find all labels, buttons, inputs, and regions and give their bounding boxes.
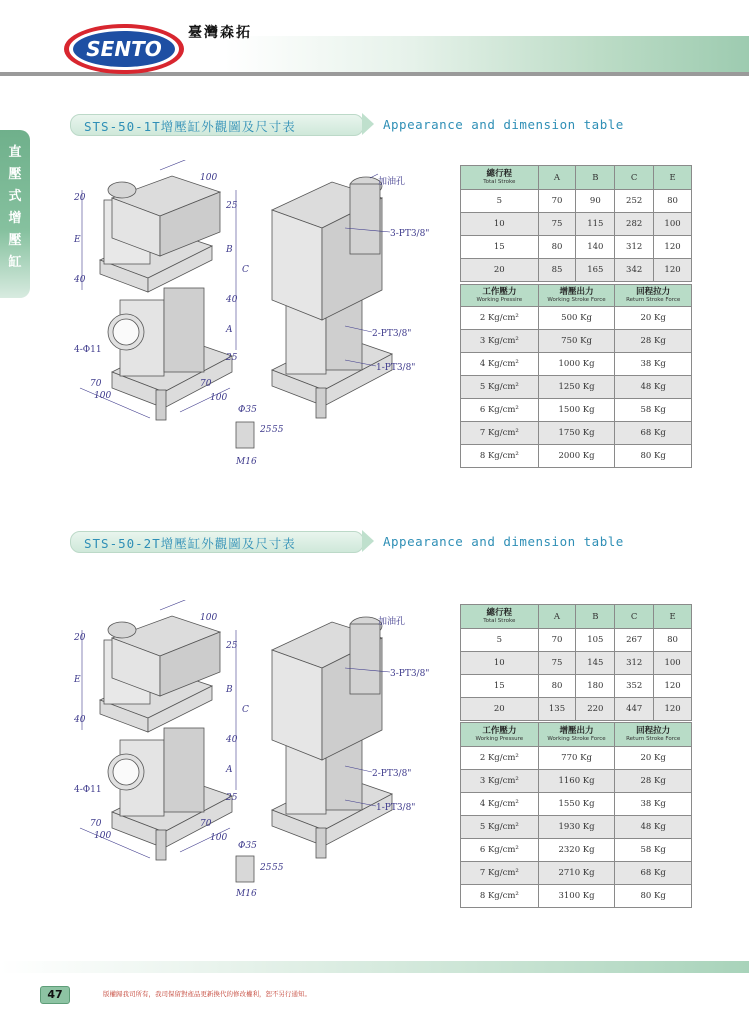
- table-cell: 70: [538, 190, 576, 213]
- table-cell: 38 Kg: [615, 793, 692, 816]
- table-cell: 3 Kg/cm²: [461, 770, 539, 793]
- section-title: STS-50-2T增壓缸外觀圖及尺寸表: [84, 536, 296, 551]
- table-cell: 100: [654, 652, 692, 675]
- table-cell: 1930 Kg: [538, 816, 615, 839]
- table-cell: 7 Kg/cm²: [461, 862, 539, 885]
- header-en-label: Working Pressire: [476, 296, 523, 303]
- table-row: [461, 747, 692, 770]
- table-cell: 20 Kg: [615, 307, 692, 330]
- table-cell: 6 Kg/cm²: [461, 399, 539, 422]
- table-cell: 352: [615, 675, 654, 698]
- table-cell: 80: [538, 675, 576, 698]
- table-cell: 4 Kg/cm²: [461, 353, 539, 376]
- table-cell: 105: [576, 629, 615, 652]
- table-cell: 58 Kg: [615, 839, 692, 862]
- table-cell: 28 Kg: [615, 770, 692, 793]
- header-zh-label: 增壓出力: [559, 286, 594, 297]
- dim-100-top: 100: [200, 613, 218, 623]
- header-en-label: Working Stroke Force: [547, 296, 606, 303]
- force-table: [460, 722, 692, 908]
- table-cell: 80 Kg: [615, 445, 692, 468]
- table-cell: 5: [461, 190, 539, 213]
- table-cell: 1750 Kg: [538, 422, 615, 445]
- dim-25: 25: [226, 641, 238, 651]
- table-cell: 15: [461, 675, 539, 698]
- working-force-header: [538, 285, 615, 307]
- header-en-label: Total Stroke: [483, 617, 516, 624]
- table-cell: 70: [538, 629, 576, 652]
- table-cell: 252: [615, 190, 654, 213]
- table-cell: 115: [576, 213, 615, 236]
- table-cell: 140: [576, 236, 615, 259]
- working-force-header: [538, 723, 615, 747]
- header-en-label: Return Stroke Force: [626, 735, 681, 742]
- table-cell: 6 Kg/cm²: [461, 839, 539, 862]
- dim-100c: 100: [210, 833, 228, 843]
- table-cell: 48 Kg: [615, 376, 692, 399]
- table-cell: 312: [615, 652, 654, 675]
- table-cell: 2000 Kg: [538, 445, 615, 468]
- rod-diameter: Φ35: [238, 405, 257, 415]
- table-cell: 1500 Kg: [538, 399, 615, 422]
- table-cell: 100: [654, 213, 692, 236]
- side-tab-label: 直壓式增壓缸: [8, 145, 22, 270]
- table-cell: 145: [576, 652, 615, 675]
- stroke-table: [460, 604, 692, 721]
- footer-band: [0, 961, 749, 973]
- rod-length-55: 55: [272, 425, 284, 435]
- dim-40a: 40: [226, 735, 238, 745]
- section-subtitle: Appearance and dimension table: [383, 117, 624, 132]
- table-cell: 165: [576, 259, 615, 282]
- table-cell: 58 Kg: [615, 399, 692, 422]
- port1-label: 1-PT3/8": [376, 803, 416, 813]
- dim-e: E: [74, 675, 81, 685]
- dim-25b: 25: [226, 793, 238, 803]
- table-cell: 1550 Kg: [538, 793, 615, 816]
- rod-length-25: 25: [260, 425, 272, 435]
- header-en-label: Working Stroke Force: [547, 735, 606, 742]
- logo-text: SENTO: [86, 37, 162, 61]
- dim-b: B: [226, 245, 233, 255]
- table-cell: 500 Kg: [538, 307, 615, 330]
- dim-40a: 40: [226, 295, 238, 305]
- table-cell: 312: [615, 236, 654, 259]
- header-zh-label: 工作壓力: [482, 725, 517, 736]
- table-cell: 7 Kg/cm²: [461, 422, 539, 445]
- section-title: STS-50-1T增壓缸外觀圖及尺寸表: [84, 119, 296, 134]
- table-cell: 770 Kg: [538, 747, 615, 770]
- table-row: [461, 770, 692, 793]
- table-cell: 80: [538, 236, 576, 259]
- table-cell: 220: [576, 698, 615, 721]
- table-row: [461, 675, 692, 698]
- table-cell: 20: [461, 259, 539, 282]
- dim-100-top: 100: [200, 173, 218, 183]
- sento-logo: [62, 22, 186, 76]
- port2-label: 2-PT3/8": [372, 769, 412, 779]
- stroke-header: [461, 166, 539, 190]
- table-row: [461, 376, 692, 399]
- table-cell: 10: [461, 652, 539, 675]
- col-c-header: C: [615, 605, 654, 629]
- table-cell: 10: [461, 213, 539, 236]
- table-cell: 120: [654, 698, 692, 721]
- table-cell: 15: [461, 236, 539, 259]
- header-zh-label: 回程拉力: [636, 286, 671, 297]
- table-cell: 80 Kg: [615, 885, 692, 908]
- holes-label: 4-Φ11: [74, 345, 102, 355]
- header-zh-label: 工作壓力: [482, 286, 517, 297]
- dim-70a: 70: [90, 819, 102, 829]
- table-row: [461, 839, 692, 862]
- col-e-header: E: [654, 605, 692, 629]
- page-number: 47: [40, 986, 70, 1004]
- dim-c: C: [242, 265, 249, 275]
- rod-thread: M16: [236, 889, 257, 899]
- cylinder-drawing: [60, 160, 460, 480]
- table-row: [461, 259, 692, 282]
- oil-port-label: 加油孔: [378, 177, 406, 187]
- table-cell: 120: [654, 259, 692, 282]
- table-cell: 8 Kg/cm²: [461, 885, 539, 908]
- table-cell: 2 Kg/cm²: [461, 747, 539, 770]
- table-cell: 5 Kg/cm²: [461, 376, 539, 399]
- table-cell: 8 Kg/cm²: [461, 445, 539, 468]
- dim-70a: 70: [90, 379, 102, 389]
- dim-a: A: [226, 765, 233, 775]
- table-cell: 120: [654, 675, 692, 698]
- dim-b: B: [226, 685, 233, 695]
- col-b-header: B: [576, 605, 615, 629]
- dim-20: 20: [74, 193, 86, 203]
- dim-40b: 40: [74, 275, 86, 285]
- table-cell: 447: [615, 698, 654, 721]
- copyright-notice: 版權歸我司所有，我司保留對產品更新換代的修改權利，恕不另行通知。: [103, 990, 311, 998]
- table-cell: 3 Kg/cm²: [461, 330, 539, 353]
- table-row: [461, 629, 692, 652]
- table-row: [461, 652, 692, 675]
- table-row: [461, 330, 692, 353]
- table-cell: 2320 Kg: [538, 839, 615, 862]
- table-row: [461, 213, 692, 236]
- cylinder-drawing: [60, 600, 460, 900]
- table-row: [461, 236, 692, 259]
- table-cell: 267: [615, 629, 654, 652]
- table-row: [461, 307, 692, 330]
- table-cell: 1250 Kg: [538, 376, 615, 399]
- dim-20: 20: [74, 633, 86, 643]
- table-cell: 5 Kg/cm²: [461, 816, 539, 839]
- col-a-header: A: [538, 605, 576, 629]
- pressure-header: [461, 723, 539, 747]
- table-cell: 80: [654, 190, 692, 213]
- table-cell: 68 Kg: [615, 422, 692, 445]
- return-force-header: [615, 285, 692, 307]
- table-cell: 5: [461, 629, 539, 652]
- section-title-arrow: [362, 530, 374, 552]
- rod-length-25: 25: [260, 863, 272, 873]
- table-cell: 28 Kg: [615, 330, 692, 353]
- col-b-header: B: [576, 166, 615, 190]
- port3-label: 3-PT3/8": [390, 669, 430, 679]
- table-cell: 4 Kg/cm²: [461, 793, 539, 816]
- return-force-header: [615, 723, 692, 747]
- table-cell: 20: [461, 698, 539, 721]
- table-row: [461, 885, 692, 908]
- rod-length-55: 55: [272, 863, 284, 873]
- table-row: [461, 862, 692, 885]
- table-row: [461, 190, 692, 213]
- table-cell: 75: [538, 213, 576, 236]
- table-cell: 2710 Kg: [538, 862, 615, 885]
- dim-a: A: [226, 325, 233, 335]
- table-row: [461, 353, 692, 376]
- table-cell: 75: [538, 652, 576, 675]
- table-cell: 85: [538, 259, 576, 282]
- header-zh-label: 總行程: [486, 168, 513, 179]
- header-en-label: Return Stroke Force: [626, 296, 681, 303]
- table-cell: 38 Kg: [615, 353, 692, 376]
- table-cell: 135: [538, 698, 576, 721]
- table-row: [461, 399, 692, 422]
- header-zh-label: 增壓出力: [559, 725, 594, 736]
- section-title-arrow: [362, 113, 374, 135]
- table-row: [461, 793, 692, 816]
- dim-70b: 70: [200, 819, 212, 829]
- col-e-header: E: [654, 166, 692, 190]
- table-cell: 180: [576, 675, 615, 698]
- header-en-label: Working Pressure: [475, 735, 524, 742]
- section-subtitle: Appearance and dimension table: [383, 534, 624, 549]
- port3-label: 3-PT3/8": [390, 229, 430, 239]
- dim-100b: 100: [94, 831, 112, 841]
- col-a-header: A: [538, 166, 576, 190]
- table-cell: 80: [654, 629, 692, 652]
- stroke-header: [461, 605, 539, 629]
- dim-c: C: [242, 705, 249, 715]
- table-row: [461, 698, 692, 721]
- table-cell: 90: [576, 190, 615, 213]
- dim-100b: 100: [94, 391, 112, 401]
- table-cell: 1160 Kg: [538, 770, 615, 793]
- force-table: [460, 284, 692, 468]
- port2-label: 2-PT3/8": [372, 329, 412, 339]
- rod-diameter: Φ35: [238, 841, 257, 851]
- table-cell: 282: [615, 213, 654, 236]
- dim-25: 25: [226, 201, 238, 211]
- rod-thread: M16: [236, 457, 257, 467]
- table-cell: 120: [654, 236, 692, 259]
- holes-label: 4-Φ11: [74, 785, 102, 795]
- table-cell: 750 Kg: [538, 330, 615, 353]
- dim-100c: 100: [210, 393, 228, 403]
- pressure-header: [461, 285, 539, 307]
- table-cell: 20 Kg: [615, 747, 692, 770]
- port1-label: 1-PT3/8": [376, 363, 416, 373]
- stroke-table: [460, 165, 692, 282]
- oil-port-label: 加油孔: [378, 617, 406, 627]
- table-cell: 342: [615, 259, 654, 282]
- table-cell: 1000 Kg: [538, 353, 615, 376]
- header-zh-label: 總行程: [486, 607, 513, 618]
- header-zh-label: 回程拉力: [636, 725, 671, 736]
- table-cell: 2 Kg/cm²: [461, 307, 539, 330]
- table-cell: 68 Kg: [615, 862, 692, 885]
- table-cell: 3100 Kg: [538, 885, 615, 908]
- dim-25b: 25: [226, 353, 238, 363]
- dim-40b: 40: [74, 715, 86, 725]
- dim-e: E: [74, 235, 81, 245]
- brand-name: 臺灣森拓: [188, 25, 252, 41]
- table-row: [461, 422, 692, 445]
- table-cell: 48 Kg: [615, 816, 692, 839]
- header-en-label: Total Stroke: [483, 178, 516, 185]
- table-row: [461, 445, 692, 468]
- table-row: [461, 816, 692, 839]
- col-c-header: C: [615, 166, 654, 190]
- dim-70b: 70: [200, 379, 212, 389]
